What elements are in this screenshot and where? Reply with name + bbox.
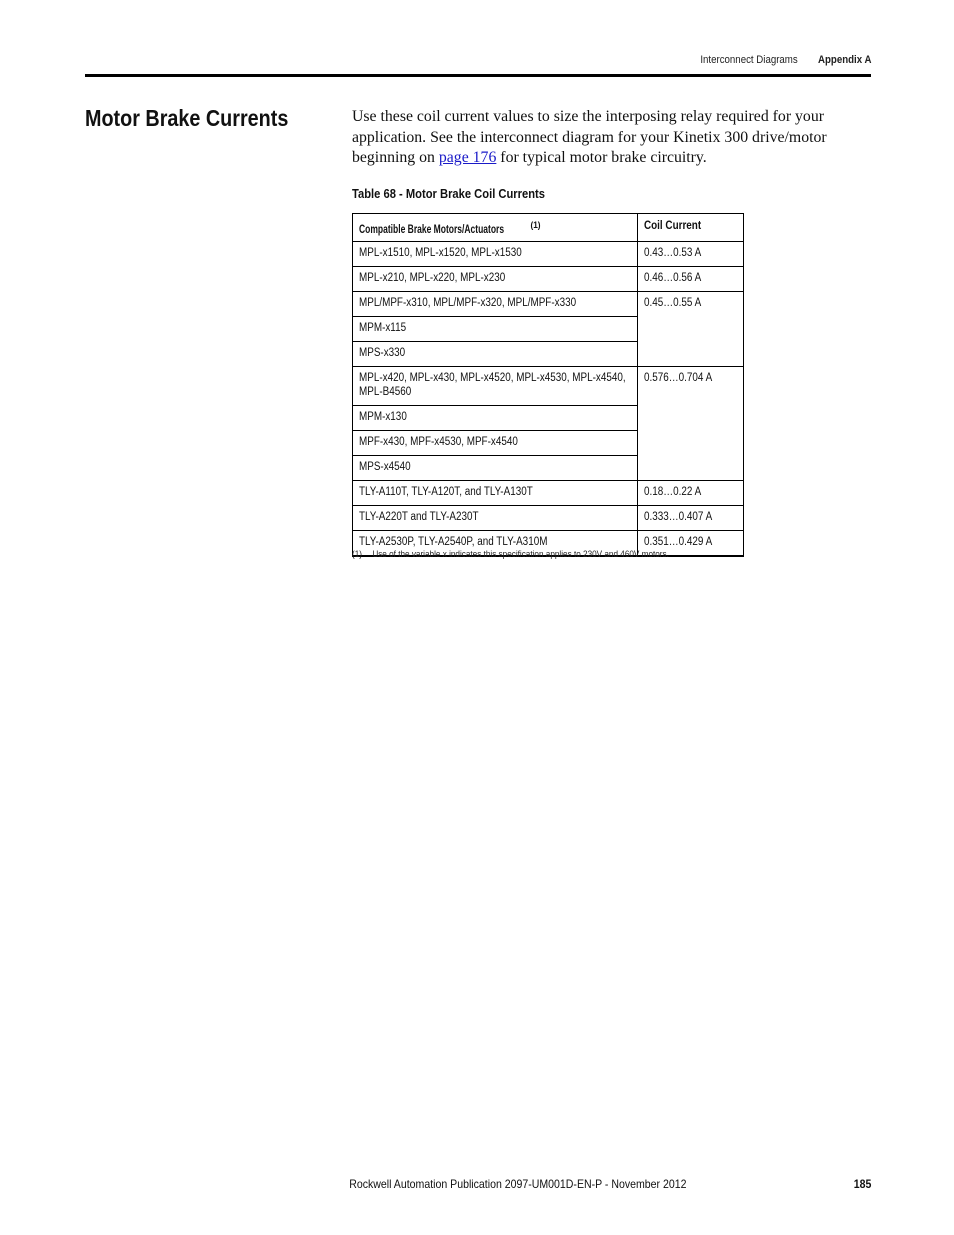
table-header-row <box>353 214 744 242</box>
current-cell: 0.45…0.55 A <box>638 291 744 316</box>
table-row <box>353 480 744 505</box>
table-row <box>353 316 744 341</box>
footnote-text: Use of the variable x indicates this specification applies to 230V and 460V motors. <box>372 549 669 560</box>
intro-paragraph <box>352 107 852 169</box>
table-row <box>353 266 744 291</box>
current-cell: 0.351…0.429 A <box>638 530 744 556</box>
current-cell <box>638 341 744 366</box>
motors-cell: MPL-x210, MPL-x220, MPL-x230 <box>353 266 638 291</box>
motors-cell: TLY-A220T and TLY-A230T <box>353 505 638 530</box>
column-header-coil-current <box>638 214 744 242</box>
table-footnote <box>352 549 669 560</box>
motors-cell: TLY-A2530P, TLY-A2540P, and TLY-A310M <box>353 530 638 556</box>
current-cell: 0.46…0.56 A <box>638 266 744 291</box>
column-header-motors-label: Compatible Brake Motors/Actuators <box>359 223 505 236</box>
intro-text-before: Use these coil current values to size the interposing relay required for your application. See the interconnect diagram for your Kinetix 300 drive/motor beginning on <box>352 108 827 166</box>
current-cell: 0.333…0.407 A <box>638 505 744 530</box>
motors-cell: MPS-x330 <box>353 341 638 366</box>
column-header-coil-current-label: Coil Current <box>644 220 702 232</box>
table-row <box>353 241 744 266</box>
table-caption: Table 68 - Motor Brake Coil Currents <box>352 186 546 201</box>
table-row <box>353 341 744 366</box>
section-heading: Motor Brake Currents <box>85 105 289 131</box>
current-cell: 0.43…0.53 A <box>638 241 744 266</box>
current-cell <box>638 430 744 455</box>
page-number: 185 <box>853 1177 871 1191</box>
publication-info: Rockwell Automation Publication 2097-UM001D-EN-P - November 2012 <box>348 1177 687 1191</box>
motors-cell: MPM-x115 <box>353 316 638 341</box>
motors-cell: MPL-x1510, MPL-x1520, MPL-x1530 <box>353 241 638 266</box>
page-176-link[interactable]: page 176 <box>438 149 497 166</box>
header-appendix-label: Appendix A <box>817 54 871 66</box>
running-header <box>700 54 871 66</box>
motors-cell: TLY-A110T, TLY-A120T, and TLY-A130T <box>353 480 638 505</box>
motors-cell: MPS-x4540 <box>353 455 638 480</box>
running-footer <box>349 1177 871 1191</box>
current-cell <box>638 405 744 430</box>
current-cell: 0.576…0.704 A <box>638 366 744 405</box>
current-cell <box>638 455 744 480</box>
column-header-motors <box>353 214 638 242</box>
motor-brake-coil-currents-table <box>352 213 744 557</box>
current-cell <box>638 316 744 341</box>
table-row <box>353 455 744 480</box>
header-rule <box>85 74 871 77</box>
footnote-marker: (1) <box>352 549 362 560</box>
motors-cell: MPL-x420, MPL-x430, MPL-x4520, MPL-x4530, MPL-x4540, MPL-B4560 <box>353 366 638 405</box>
table-row <box>353 505 744 530</box>
table-row <box>353 430 744 455</box>
intro-text-after: for typical motor brake circuitry. <box>496 149 707 166</box>
motors-cell: MPF-x430, MPF-x4530, MPF-x4540 <box>353 430 638 455</box>
table-row <box>353 405 744 430</box>
header-section-title: Interconnect Diagrams <box>699 54 798 66</box>
table-row <box>353 291 744 316</box>
footnote-reference: (1) <box>530 220 541 231</box>
motors-cell: MPM-x130 <box>353 405 638 430</box>
motors-cell: MPL/MPF-x310, MPL/MPF-x320, MPL/MPF-x330 <box>353 291 638 316</box>
table-row <box>353 366 744 405</box>
current-cell: 0.18…0.22 A <box>638 480 744 505</box>
